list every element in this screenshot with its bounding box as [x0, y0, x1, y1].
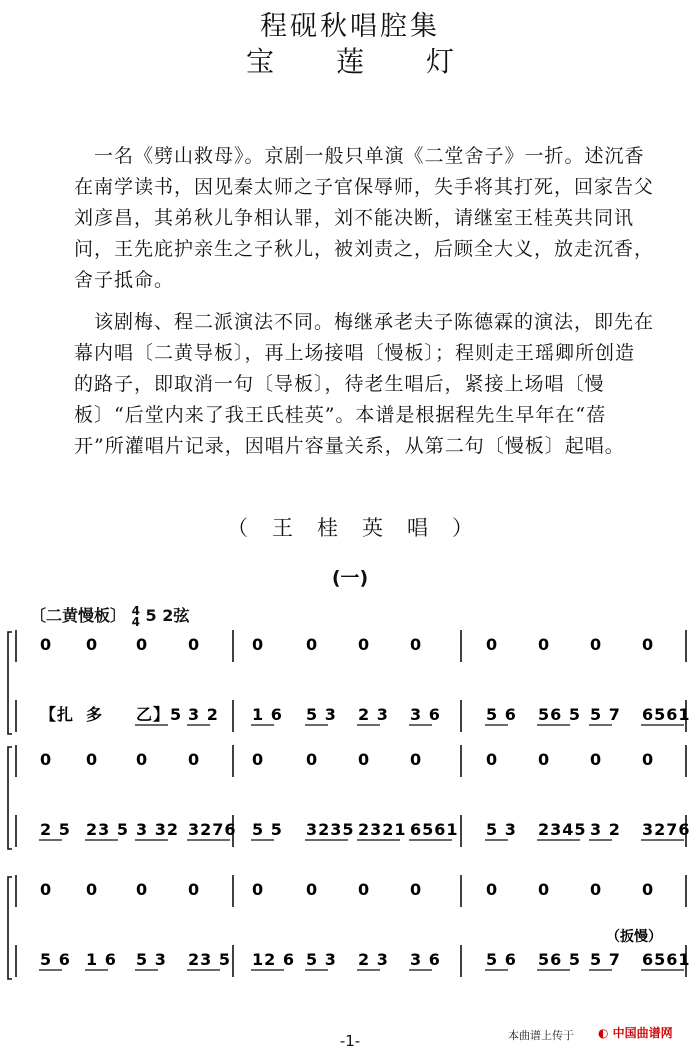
intro-paragraph-2: 该剧梅、程二派演法不同。梅继承老夫子陈德霖的演法，即先在幕内唱〔二黄导板〕，再上场接唱〔慢板〕；程则走王瑶卿所创造的路子，即取消一句〔导板〕，待老生唱后，紧接上场唱〔慢板〕“后堂内来了我王氏桂英”。本谱是根据程先生早年在“蓓开”所灌唱片记录，因唱片容量关系，从第二句〔慢板〕起唱。 — [74, 311, 655, 457]
score-note: 23 5 — [188, 950, 231, 969]
score-note: 0 — [40, 880, 52, 899]
score-note: 1 6 — [252, 705, 283, 724]
score-note: 【扎 — [40, 705, 75, 724]
score-note: 5 6 — [40, 950, 71, 969]
score-note: 3 6 — [410, 950, 441, 969]
score-system — [8, 745, 691, 849]
score-note: 6561 — [410, 820, 459, 839]
score-note: 0 — [252, 880, 264, 899]
score-note: 0 — [136, 750, 148, 769]
system-bracket — [8, 877, 12, 979]
score-note: 5 7 — [590, 705, 621, 724]
score-note: 0 — [538, 880, 550, 899]
score-note: 3276 — [188, 820, 237, 839]
score-note: 0 — [306, 880, 318, 899]
score-note: 0 — [486, 635, 498, 654]
score-note: 0 — [358, 750, 370, 769]
score-note: 5 6 — [486, 705, 517, 724]
score-note: 0 — [486, 750, 498, 769]
score-system — [8, 630, 691, 734]
score-note: 0 — [358, 880, 370, 899]
score-note: 0 — [590, 635, 602, 654]
score-note: 0 — [410, 880, 422, 899]
site-name-text: 中国曲谱网 — [612, 1026, 673, 1040]
score-note: 0 — [590, 750, 602, 769]
score-note: 2 3 — [358, 950, 389, 969]
score-note: 1 6 — [86, 950, 117, 969]
score-note: 0 — [642, 635, 654, 654]
piece-title: 宝莲灯 — [245, 45, 516, 78]
score-note: 3 2 — [188, 705, 219, 724]
score-note: 6561 — [642, 705, 691, 724]
score-note: 5 3 — [486, 820, 517, 839]
score-annotation: （扳慢） — [606, 929, 662, 945]
system-bracket — [8, 747, 12, 849]
score-note: 3235 — [306, 820, 355, 839]
score-note: 0 — [252, 750, 264, 769]
score-note: 0 — [86, 635, 98, 654]
score-note: 2 3 — [358, 705, 389, 724]
score-note: 0 — [410, 635, 422, 654]
score-note: 0 — [40, 635, 52, 654]
score-note: 5 7 — [590, 950, 621, 969]
system-bracket — [8, 632, 12, 734]
intro-paragraph-1: 一名《劈山救母》。京剧一般只单演《二堂舍子》一折。述沉香在南学读书，因见秦太师之子官保辱师，失手将其打死，回家告父刘彦昌，其弟秋儿争相认罪，刘不能决断，请继室王桂英共同讯问，王先庇护亲生之子秋儿，被刘责之，后顾全大义，放走沉香，舍子抵命。 — [74, 145, 655, 291]
uploaded-label: 本曲谱上传于 — [508, 1029, 574, 1042]
score-note: 0 — [86, 750, 98, 769]
score-note: 3 32 — [136, 820, 179, 839]
score-note: 2 5 — [40, 820, 71, 839]
score-note: 0 — [590, 880, 602, 899]
score-note: 乙】5 — [136, 705, 183, 724]
score-note: 6561 — [642, 950, 691, 969]
score-note: 0 — [188, 750, 200, 769]
score-note: 0 — [410, 750, 422, 769]
score-note: 56 5 — [538, 950, 581, 969]
score-note: 0 — [252, 635, 264, 654]
score-note: 23 5 — [86, 820, 129, 839]
score-note: 5 3 — [136, 950, 167, 969]
score-note: 5 6 — [486, 950, 517, 969]
site-logo-icon: ◐ — [598, 1026, 609, 1040]
score-note: 0 — [486, 880, 498, 899]
score-note: 0 — [136, 880, 148, 899]
score-note: 0 — [188, 880, 200, 899]
score-note: 0 — [306, 635, 318, 654]
score-note: 5 3 — [306, 705, 337, 724]
score-note: 0 — [358, 635, 370, 654]
meter-bottom: 4 — [131, 614, 140, 629]
score-note: 5 5 — [252, 820, 283, 839]
score-note: 3 2 — [590, 820, 621, 839]
score-note: 0 — [188, 635, 200, 654]
collection-title: 程砚秋唱腔集 — [260, 11, 440, 42]
score-note: 3 6 — [410, 705, 441, 724]
score-note: 0 — [40, 750, 52, 769]
score-note: 5 3 — [306, 950, 337, 969]
score-note: 0 — [642, 880, 654, 899]
score-note: 0 — [642, 750, 654, 769]
score-system — [8, 875, 691, 979]
score-note: 2321 — [358, 820, 407, 839]
score-note: 56 5 — [538, 705, 581, 724]
page-number: -1- — [339, 1032, 361, 1050]
section-label: (一) — [331, 567, 369, 589]
score-note: 0 — [136, 635, 148, 654]
site-name — [598, 1024, 673, 1041]
singer-label: （王桂英唱） — [227, 516, 497, 540]
key-label: 5 2弦 — [145, 606, 190, 625]
score-note: 0 — [306, 750, 318, 769]
score-note: 2345 — [538, 820, 587, 839]
score-note: 12 6 — [252, 950, 295, 969]
meter-top: 4 — [131, 603, 140, 618]
score-note: 3276 — [642, 820, 691, 839]
score-note: 0 — [538, 635, 550, 654]
score-note: 0 — [538, 750, 550, 769]
score-note: 0 — [86, 880, 98, 899]
mode-label: 〔二黄慢板〕 — [30, 606, 127, 625]
score-note: 多 — [86, 705, 104, 724]
